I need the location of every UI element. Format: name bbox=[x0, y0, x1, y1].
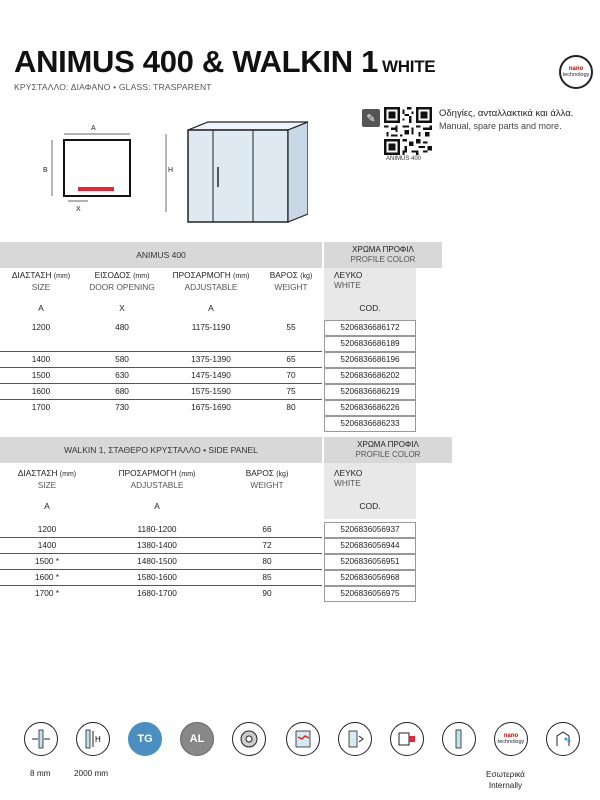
water-resistant-icon bbox=[286, 722, 320, 756]
qr-label: ANIMUS 400 bbox=[386, 156, 422, 162]
walkin-color-header-gr: ΧΡΩΜΑ ΠΡΟΦΙΛ bbox=[357, 440, 419, 449]
code-cell: 5206836056968 bbox=[324, 570, 416, 586]
label-b: B bbox=[43, 167, 48, 174]
aluminium-icon bbox=[180, 722, 214, 756]
height-icon bbox=[76, 722, 110, 756]
plan-and-3d-diagram bbox=[38, 112, 308, 224]
label-a: A bbox=[91, 125, 96, 132]
w-letter-a: A bbox=[44, 501, 50, 511]
title-main: ANIMUS 400 & WALKIN 1 bbox=[14, 44, 379, 79]
walkin-color-header-en: PROFILE COLOR bbox=[355, 450, 421, 459]
animus-color-header-en: PROFILE COLOR bbox=[350, 255, 416, 264]
letter-a2: A bbox=[208, 303, 214, 313]
page-title bbox=[14, 44, 435, 80]
col-door-header: ΕΙΣΟΔΟΣ (mm) DOOR OPENING bbox=[89, 270, 155, 292]
code-cell: 5206836686219 bbox=[324, 384, 416, 400]
qr-code[interactable] bbox=[384, 107, 432, 155]
door-reversible-icon bbox=[338, 722, 372, 756]
walkin-color-header bbox=[324, 437, 452, 463]
code-cell: 5206836056944 bbox=[324, 538, 416, 554]
col-size-header: ΔΙΑΣΤΑΣΗ (mm) SIZE bbox=[11, 270, 71, 292]
table-row: 1700 730 1675-1690 80 bbox=[31, 402, 296, 412]
enclosure-side bbox=[288, 122, 308, 222]
walkin-table-title: WALKIN 1, ΣΤΑΘΕΡΟ ΚΡΥΣΤΑΛΛΟ • SIDE PANEL bbox=[0, 437, 322, 463]
label-h: H bbox=[168, 167, 174, 174]
w-col-weight-header: ΒΑΡΟΣ (kg) WEIGHT bbox=[245, 468, 289, 490]
label-x: X bbox=[76, 206, 81, 213]
glass-thickness-label: 8 mm bbox=[30, 769, 51, 778]
code-cell: 5206836686233 bbox=[324, 416, 416, 432]
internal-label: Εσωτερικά Internally bbox=[486, 770, 525, 790]
feature-icons bbox=[24, 722, 584, 792]
nano-icon-line1: nano bbox=[503, 733, 519, 739]
tg-text: TG bbox=[137, 733, 153, 745]
w-col-white-header: ΛΕΥΚΟ WHITE bbox=[334, 468, 363, 488]
al-text: AL bbox=[189, 733, 205, 745]
col-white-header: ΛΕΥΚΟ WHITE bbox=[334, 270, 363, 290]
enclosure-front bbox=[188, 130, 288, 222]
height-label: 2000 mm bbox=[74, 769, 109, 778]
manual-text-greek: Οδηγίες, ανταλλακτικά και άλλα. bbox=[439, 108, 574, 119]
col-weight-header: ΒΑΡΟΣ (kg) WEIGHT bbox=[269, 270, 313, 292]
code-cell: 5206836686196 bbox=[324, 352, 416, 368]
nano-icon-line2: technology bbox=[497, 739, 525, 745]
code-cell: 5206836686226 bbox=[324, 400, 416, 416]
height-icon-letter: H bbox=[95, 735, 101, 744]
table-row: 1400 1380-1400 72 bbox=[0, 538, 322, 554]
wheels-icon bbox=[232, 722, 266, 756]
code-cell: 5206836056937 bbox=[324, 522, 416, 538]
table-row: 1500 630 1475-1490 70 bbox=[0, 368, 322, 384]
w-col-adjustable-header: ΠΡΟΣΑΡΜΟΓΗ (mm) ADJUSTABLE bbox=[118, 468, 196, 490]
w-cod-label: COD. bbox=[359, 501, 381, 511]
letter-x: X bbox=[119, 303, 125, 313]
table-row: 1600 680 1575-1590 75 bbox=[0, 384, 322, 400]
table-row: 1700 * 1680-1700 90 bbox=[35, 588, 272, 598]
table-row: 1400 580 1375-1390 65 bbox=[0, 352, 322, 368]
nano-technology-icon bbox=[494, 722, 528, 756]
col-adjustable-header: ΠΡΟΣΑΡΜΟΓΗ (mm) ADJUSTABLE bbox=[172, 270, 250, 292]
w-letter-a2: A bbox=[154, 501, 160, 511]
manual-text-english: Manual, spare parts and more. bbox=[439, 121, 562, 131]
nano-badge-line1: nano bbox=[568, 66, 584, 72]
table-row: 1200 480 1175-1190 55 bbox=[0, 320, 322, 352]
nano-technology-badge bbox=[559, 55, 593, 89]
door-opening-marker bbox=[78, 187, 114, 191]
wrench-icon: ✎ bbox=[362, 109, 380, 127]
code-cell: 5206836686172 bbox=[324, 320, 416, 336]
animus-color-header-gr: ΧΡΩΜΑ ΠΡΟΦΙΛ bbox=[352, 245, 414, 254]
code-cell: 5206836056975 bbox=[324, 586, 416, 602]
magnetic-profile-icon bbox=[442, 722, 476, 756]
letter-a: A bbox=[38, 303, 44, 313]
table-row: 1600 * 1580-1600 85 bbox=[0, 570, 322, 586]
code-cell: 5206836686202 bbox=[324, 368, 416, 384]
code-cell: 5206836686189 bbox=[324, 336, 416, 352]
glass-subtitle: ΚΡΥΣΤΑΛΛΟ: ΔΙΑΦΑΝΟ • GLASS: TRASPARENT bbox=[14, 82, 212, 92]
cod-label: COD. bbox=[359, 303, 381, 313]
dimension-diagrams bbox=[38, 112, 308, 224]
table-row: 1500 * 1480-1500 80 bbox=[0, 554, 322, 570]
manual-qr-section bbox=[362, 107, 592, 167]
code-cell: 5206836056951 bbox=[324, 554, 416, 570]
adjustable-profile-icon bbox=[390, 722, 424, 756]
nano-badge-line2: technology bbox=[562, 72, 590, 78]
title-suffix: WHITE bbox=[382, 57, 436, 76]
animus-color-header bbox=[324, 242, 442, 268]
table-row: 1200 1180-1200 66 bbox=[0, 522, 322, 538]
glass-thickness-icon bbox=[24, 722, 58, 756]
animus-table-title: ANIMUS 400 bbox=[0, 242, 322, 268]
water-drop-icon bbox=[546, 722, 580, 756]
w-col-size-header: ΔΙΑΣΤΑΣΗ (mm) SIZE bbox=[17, 468, 77, 490]
tempered-glass-icon bbox=[128, 722, 162, 756]
